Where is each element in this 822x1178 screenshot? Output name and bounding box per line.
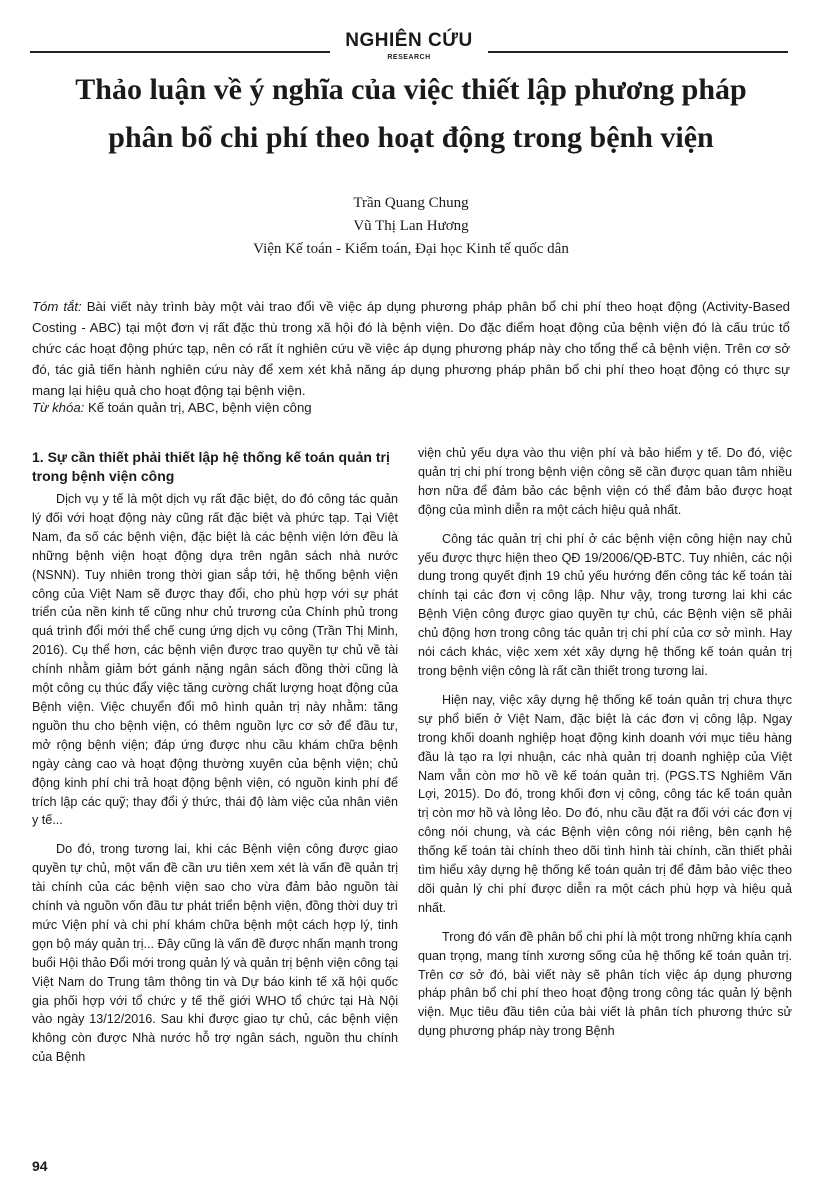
abstract-text: Bài viết này trình bày một vài trao đổi về việc áp dụng phương pháp phân bổ chi phí theo hoạt động (Activity-Based Costing - ABC) tại một đơn vị rất đặc thù trong xã hội đó là bệnh viện. Do đặc điểm hoạt động của bệnh viện đó là cấu trúc tổ chức các hoạt động phức tạp, nên có rất ít nghiên cứu về việc áp dụng phương pháp này cho tổng thể cả bệnh viện. Trên cơ sở đó, tác giả tiến hành nghiên cứu này để xem xét khả năng áp dụng phương pháp phân bổ chi phí theo hoạt động có thực sự mang lại hiệu quả cho hoạt động tại bệnh viện.	[32, 299, 790, 398]
section-subtitle: RESEARCH	[387, 54, 431, 61]
body-paragraph: Do đó, trong tương lai, khi các Bệnh viện công được giao quyền tự chủ, một vấn đề cần ưu tiên xem xét là vấn đề quản trị tài chính của các bệnh viện sao cho vừa đảm bảo nguồn tài chính và nguồn vốn đầu tư phát triển bệnh viện, đồng thời duy trì mức Viện phí và chi phí khám chữa bệnh một cách hợp lý, tinh gọn bộ máy quản trị... Đây cũng là vấn đề được nhấn mạnh trong buổi Hội thảo Đổi mới trong quản lý và quản trị bệnh viện công tại Việt Nam do Trung tâm thông tin và Dự báo kinh tế xã hội quốc gia phối hợp với tổ chức y tế thế giới WHO tổ chức tại Hà Nội vào ngày 13/12/2016. Sau khi được giao tự chủ, các bệnh viện không còn được Nhà nước hỗ trợ ngân sách, nguồn thu chính của Bệnh	[32, 842, 398, 1065]
author-name-1: Trần Quang Chung	[353, 195, 469, 211]
body-paragraph: Công tác quản trị chi phí ở các bệnh viện công hiện nay chủ yếu được thực hiện theo QĐ 19/2006/QĐ-BTC. Tuy nhiên, các nội dung trong quyết định 19 chủ yếu hướng đến công tác kế toán tài chính tại các đơn vị công lập. Như vậy, trong tương lai khi các Bệnh Viện công được giao quyền tự chủ, các Bệnh viện sẽ phải chủ động hơn trong công tác quản trị chi phí của cơ sở mình. Hay nói cách khác, việc xem xét xây dựng hệ thống kế toán quản trị trong bệnh viện công là rất cần thiết trong tương lai.	[418, 531, 792, 678]
abstract	[32, 296, 790, 401]
header-rule-left	[30, 51, 330, 53]
left-column	[32, 448, 398, 1077]
header-rule-right	[488, 51, 788, 53]
section-heading: 1. Sự cần thiết phải thiết lập hệ thống kế toán quản trị trong bệnh viện công	[32, 449, 390, 484]
author-name-2: Vũ Thị Lan Hương	[353, 218, 469, 234]
article-title: Thảo luận về ý nghĩa của việc thiết lập phương pháp phân bổ chi phí theo hoạt động trong bệnh viện	[75, 73, 747, 154]
abstract-label: Tóm tắt:	[32, 299, 82, 314]
page-number: 94	[32, 1158, 48, 1174]
body-paragraph: Trong đó vấn đề phân bổ chi phí là một trong những khía cạnh quan trọng, mang tính xương sống của hệ thống kế toán quản trị. Trên cơ sở đó, bài viết này sẽ phân tích việc áp dụng phương pháp phân bổ chi phí theo hoạt động trong công tác quản lý bệnh viện. Mục tiêu đầu tiên của bài viết là phân tích phương thức sử dụng phương pháp này trong Bệnh	[418, 929, 792, 1039]
keywords-text: Kế toán quản trị, ABC, bệnh viện công	[84, 400, 312, 415]
body-paragraph: viện chủ yếu dựa vào thu viện phí và bảo hiểm y tế. Do đó, việc quản trị chi phí trong bệnh viện công sẽ cần được quan tâm nhiều hơn nữa để đảm bảo các bệnh viện có thể đảm bảo được hoạt động của mình diễn ra một cách hiệu quả nhất.	[418, 446, 792, 517]
keywords	[32, 398, 790, 418]
section-name: NGHIÊN CỨU	[345, 30, 473, 51]
body-paragraph: Hiện nay, việc xây dựng hệ thống kế toán quản trị chưa thực sự phổ biến ở Việt Nam, đặc biệt là các đơn vị công lập. Ngay trong khối doanh nghiệp hoạt động kinh doanh với mục tiêu hàng đầu là tạo ra lợi nhuận, các nhà quản trị doanh nghiệp của Việt Nam vẫn còn mơ hồ về kế toán quản trị. (PGS.TS Nghiêm Văn Lợi, 2015). Do đó, trong khối đơn vị công, công tác kế toán quản trị còn mơ hồ và lỏng lẻo. Do đó, nhu cầu đặt ra đối với các đơn vị công nói chung, và các Bệnh viện công nói riêng, bên cạnh hệ thống kế toán tài chính theo dõi tình hình tài chính, cần thiết phải tìm hiểu xây dựng hệ thống kế toán quản trị để đảm bảo việc theo dõi quản lý chi phí được diễn ra một cách phù hợp và hiệu quả nhất.	[418, 692, 792, 915]
author-block	[180, 192, 642, 261]
right-column	[418, 444, 792, 1051]
body-paragraph: Dịch vụ y tế là một dịch vụ rất đặc biệt, do đó công tác quản lý đối với hoạt động này cũng rất đặc biệt và phức tạp. Tại Việt Nam, đa số các bệnh viện, đặc biệt là các bệnh viện lớn đều là những bệnh viện hoạt động dựa trên ngân sách nhà nước (NSNN). Tuy nhiên trong thời gian sắp tới, hệ thống bệnh viện công của Việt Nam sẽ được thay đổi, cho phù hợp với sự phát triển của nền kinh tế cũng như chủ trương của Chính phủ trong quá trình đổi mới thể chế cung ứng dịch vụ công (Trần Thị Minh, 2016). Cụ thể hơn, các bệnh viện được trao quyền tự chủ về tài chính nhằm giảm bớt gánh nặng ngân sách đồng thời cũng là một công cụ thúc đẩy việc tăng cường chất lượng hoạt động của Bệnh viện. Việc chuyển đổi mô hình quản trị này nhằm: tăng nguồn thu cho bệnh viện, có thêm nguồn lực cơ sở để đầu tư, mở rộng bệnh viện; đáp ứng được nhu cầu khám chữa bệnh ngày càng cao và hoạt động thường xuyên của bệnh viện; chủ động kinh phí chi trả hoạt động bệnh viện, có nguồn kinh phí để trích lập các quỹ; thay đổi ý thức, thái độ làm việc của nhân viên y tế...	[32, 492, 398, 828]
author-affiliation: Viện Kế toán - Kiểm toán, Đại học Kinh tế quốc dân	[253, 241, 569, 257]
keywords-label: Từ khóa:	[32, 400, 85, 415]
